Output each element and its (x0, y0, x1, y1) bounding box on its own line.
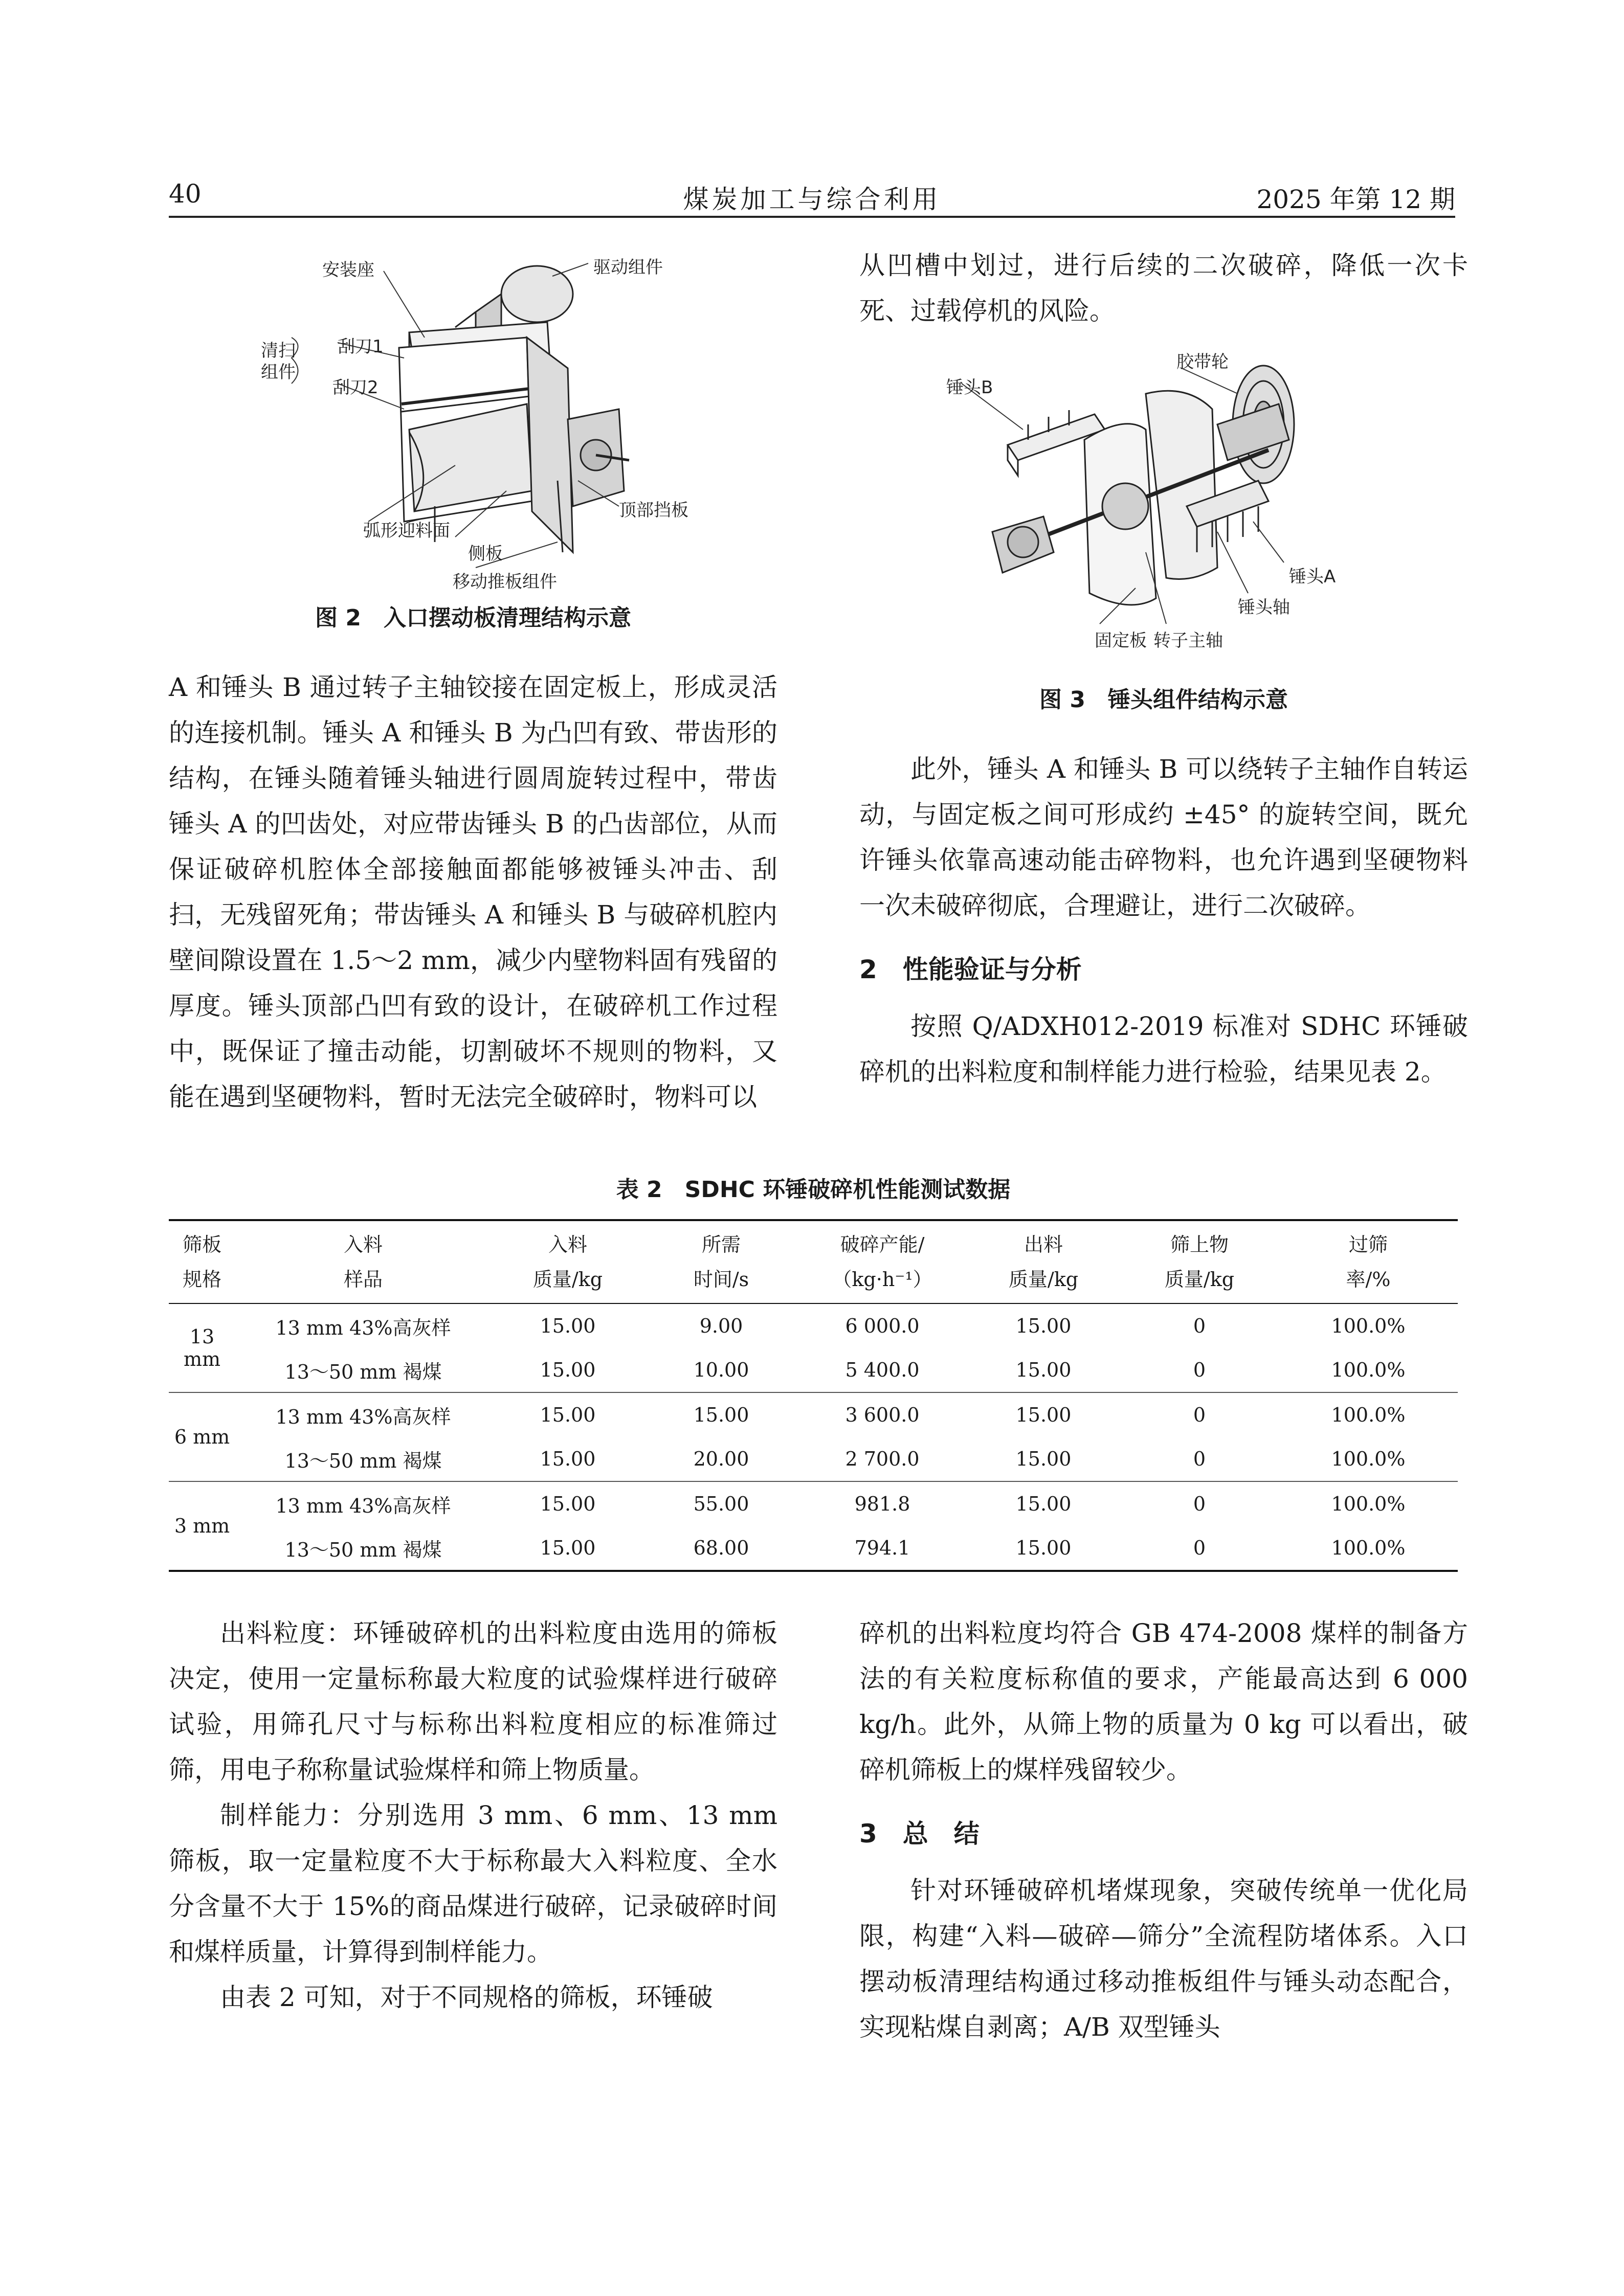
label-fixed-plate: 固定板 (1095, 631, 1147, 651)
table-cell: 68.00 (644, 1526, 798, 1571)
table-cell: 13 mm 43%高灰样 (275, 1405, 451, 1428)
table-cell: 13 mm 43%高灰样 (275, 1494, 451, 1517)
table-cell: 0 (1193, 1315, 1206, 1337)
page-header (169, 174, 1455, 220)
figure-2-caption: 图 2 入口摆动板清理结构示意 (315, 605, 631, 631)
paragraph-summary: 针对环锤破碎机堵煤现象，突破传统单一优化局限，构建“入料—破碎—筛分”全流程防堵体系。入口摆动板清理结构通过移动推板组件与锤头动态配合，实现粘煤自剥离；A/B 双型锤头 (859, 1876, 1468, 2042)
paragraph-test-standard: 按照 Q/ADXH012-2019 标准对 SDHC 环锤破碎机的出料粒度和制样能力进行检验，结果见表 2。 (859, 1011, 1468, 1087)
label-hammer-shaft: 锤头轴 (1238, 597, 1290, 618)
table-cell: 100.0% (1331, 1315, 1406, 1337)
table-cell: 15.00 (1015, 1404, 1072, 1426)
table-cell: 55.00 (693, 1493, 749, 1515)
table-cell: 15.00 (491, 1526, 644, 1571)
table-cell: 0 (1120, 1437, 1279, 1481)
table-cell: 794.1 (798, 1526, 967, 1571)
label-drive-assembly: 驱动组件 (593, 257, 663, 278)
issue-label: 2025 年第 12 期 (1256, 185, 1455, 214)
table-cell: 3 600.0 (845, 1404, 920, 1426)
table-cell: 20.00 (644, 1437, 798, 1481)
label-scraper-1: 刮刀1 (338, 336, 384, 357)
table-cell: 0 (1120, 1348, 1279, 1392)
performance-table (169, 1219, 1458, 1572)
table-cell: 2 700.0 (798, 1437, 967, 1481)
screen-spec-cell: 6 mm (169, 1392, 235, 1481)
paragraph-secondary-crush: 从凹槽中划过，进行后续的二次破碎，降低一次卡死、过载停机的风险。 (859, 251, 1468, 326)
col-oversize-mass: 筛上物 质量/kg (1120, 1220, 1279, 1303)
section-2-heading: 2 性能验证与分析 (859, 955, 1082, 984)
label-scraper-2: 刮刀2 (332, 377, 379, 398)
header-rule (169, 216, 1455, 218)
table-row (169, 1303, 1458, 1348)
table-cell: 13～50 mm 褐煤 (235, 1437, 491, 1481)
figure-2 (169, 235, 777, 644)
table-cell: 15.00 (540, 1404, 596, 1426)
table-cell: 9.00 (699, 1315, 743, 1337)
table-cell: 15.00 (491, 1348, 644, 1392)
table-cell: 13～50 mm 褐煤 (235, 1526, 491, 1571)
label-rotor-shaft: 转子主轴 (1153, 631, 1223, 651)
right-column-middle (859, 747, 1468, 1095)
table-cell: 13 mm 43%高灰样 (275, 1316, 451, 1339)
section-3-heading: 3 总 结 (859, 1819, 980, 1849)
left-column-top (169, 665, 777, 1120)
table-cell: 15.00 (491, 1437, 644, 1481)
label-top-baffle: 顶部挡板 (619, 500, 688, 521)
table-row (169, 1481, 1458, 1526)
table-cell: 6 000.0 (845, 1315, 920, 1337)
table-cell: 5 400.0 (798, 1348, 967, 1392)
col-feed-sample: 入料 样品 (235, 1220, 491, 1303)
table-cell: 10.00 (644, 1348, 798, 1392)
label-push-plate-assembly: 移动推板组件 (453, 572, 557, 592)
col-screen-spec: 筛板 规格 (169, 1220, 235, 1303)
table-cell: 15.00 (1015, 1493, 1072, 1515)
label-cleaning-assembly: 清扫 组件 (261, 341, 296, 382)
journal-title: 煤炭加工与综合利用 (683, 185, 941, 214)
paragraph-standard-compliance: 碎机的出料粒度均符合 GB 474-2008 煤样的制备方法的有关粒度标称值的要求，产能最高达到 6 000 kg/h。此外，从筛上物的质量为 0 kg 可以看出，破碎机筛板上的煤样残留较少。 (859, 1618, 1468, 1785)
col-time: 所需 时间/s (644, 1220, 798, 1303)
table-cell: 100.0% (1331, 1404, 1406, 1426)
right-column-bottom (859, 1611, 1468, 2050)
table-cell: 15.00 (967, 1348, 1120, 1392)
table-cell: 100.0% (1331, 1493, 1406, 1515)
table-2-caption: 表 2 SDHC 环锤破碎机性能测试数据 (616, 1177, 1011, 1203)
table-cell: 15.00 (540, 1493, 596, 1515)
page-number: 40 (169, 179, 202, 209)
table-cell: 0 (1193, 1493, 1206, 1515)
screen-spec-cell: 13 mm (169, 1303, 235, 1392)
table-cell: 15.00 (967, 1437, 1120, 1481)
paragraph-table-analysis: 由表 2 可知，对于不同规格的筛板，环锤破 (220, 1983, 713, 2012)
left-column-bottom (169, 1611, 777, 2020)
table-cell: 15.00 (1015, 1315, 1072, 1337)
table-cell: 100.0% (1279, 1348, 1458, 1392)
col-capacity: 破碎产能/ （kg·h⁻¹） (798, 1220, 967, 1303)
figure-3-caption: 图 3 锤头组件结构示意 (1039, 687, 1288, 713)
table-cell: 15.00 (967, 1526, 1120, 1571)
table-cell: 0 (1120, 1526, 1279, 1571)
col-feed-mass: 入料 质量/kg (491, 1220, 644, 1303)
label-arc-face: 弧形迎料面 (363, 521, 450, 541)
screen-spec-cell: 3 mm (169, 1481, 235, 1571)
table-row (169, 1437, 1458, 1481)
table-row (169, 1526, 1458, 1571)
figure-3 (859, 337, 1468, 726)
col-pass-rate: 过筛 率/% (1279, 1220, 1458, 1303)
label-hammer-a: 锤头A (1289, 567, 1336, 587)
table-cell: 0 (1193, 1404, 1206, 1426)
label-side-plate: 侧板 (468, 544, 503, 564)
table-2 (169, 1171, 1458, 1572)
paragraph-hammer-structure: A 和锤头 B 通过转子主轴铰接在固定板上，形成灵活的连接机制。锤头 A 和锤头 B 为凸凹有致、带齿形的结构，在锤头随着锤头轴进行圆周旋转过程中，带齿锤头 A 的凹齿处，对应带齿锤头 B 的凸齿部位，从而保证破碎机腔体全部接触面都能够被锤头冲击、刮扫，无残留死角；带齿锤头 A 和锤头 B 与破碎机腔内壁间隙设置在 1.5～2 mm，减少内壁物料固有残留的厚度。锤头顶部凸凹有致的设计，在破碎机工作过程中，既保证了撞击动能，切割破坏不规则的物料，又能在遇到坚硬物料，暂时无法完全破碎时，物料可以 (169, 672, 777, 1112)
label-hammer-b: 锤头B (946, 377, 993, 398)
table-row (169, 1348, 1458, 1392)
label-mount-seat: 安装座 (322, 260, 374, 280)
table-cell: 15.00 (540, 1315, 596, 1337)
table-cell: 15.00 (693, 1404, 749, 1426)
paragraph-output-size: 出料粒度：环锤破碎机的出料粒度由选用的筛板决定，使用一定量标称最大粒度的试验煤样进行破碎试验，用筛孔尺寸与标称出料粒度相应的标准筛过筛，用电子称称量试验煤样和筛上物质量。 (169, 1618, 777, 1785)
paragraph-sampling-capacity: 制样能力：分别选用 3 mm、6 mm、13 mm 筛板，取一定量粒度不大于标称最大入料粒度、全水分含量不大于 15%的商品煤进行破碎，记录破碎时间和煤样质量，计算得到制样能力。 (169, 1800, 777, 1967)
col-output-mass: 出料 质量/kg (967, 1220, 1120, 1303)
paragraph-rotation-space: 此外，锤头 A 和锤头 B 可以绕转子主轴作自转运动，与固定板之间可形成约 ±45° 的旋转空间，既允许锤头依靠高速动能击碎物料，也允许遇到坚硬物料一次未破碎彻底，合理避让，进行二次破碎。 (859, 754, 1468, 920)
table-cell: 100.0% (1279, 1526, 1458, 1571)
right-column-top (859, 243, 1468, 334)
table-cell: 100.0% (1279, 1437, 1458, 1481)
table-cell: 13～50 mm 褐煤 (235, 1348, 491, 1392)
table-cell: 981.8 (854, 1493, 910, 1515)
table-header-row (169, 1220, 1458, 1303)
table-row (169, 1392, 1458, 1437)
label-pulley: 胶带轮 (1176, 352, 1229, 372)
